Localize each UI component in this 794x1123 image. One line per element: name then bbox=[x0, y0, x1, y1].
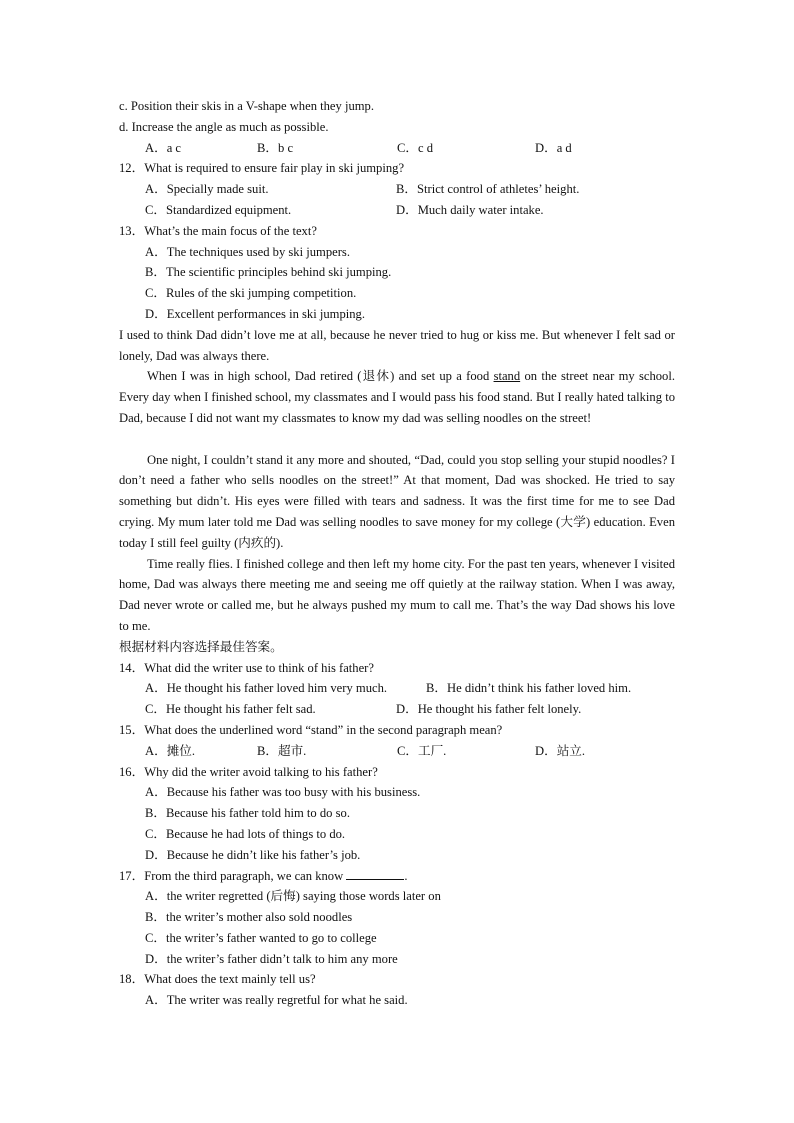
option-c[interactable]: C．the writer’s father wanted to go to college bbox=[145, 930, 377, 945]
previous-item-d: d. Increase the angle as much as possible. bbox=[119, 119, 329, 134]
option-a[interactable]: A．The writer was really regretful for what he said. bbox=[145, 993, 408, 1008]
p2-text-before: When I was in high school, Dad retired (退休) and set up a food bbox=[147, 369, 494, 384]
question-12-stem: 12．What is required to ensure fair play in ski jumping? bbox=[119, 161, 405, 176]
question-15-stem: 15．What does the underlined word “stand” in the second paragraph mean? bbox=[119, 722, 503, 737]
option-d[interactable]: D．Excellent performances in ski jumping. bbox=[145, 306, 365, 321]
option-a[interactable]: A．Because his father was too busy with his business. bbox=[145, 785, 421, 800]
q15-options bbox=[119, 741, 675, 762]
option-b[interactable]: B．b c bbox=[257, 140, 294, 155]
option-d[interactable]: D．站立. bbox=[535, 743, 586, 758]
option-d[interactable]: D．Because he didn’t like his father’s job. bbox=[145, 847, 361, 862]
passage-paragraph-1: I used to think Dad didn’t love me at all, because he never tried to hug or kiss me. But whenever I felt sad or lonely, Dad was always there. bbox=[119, 327, 675, 363]
question-14-stem: 14．What did the writer use to think of his father? bbox=[119, 660, 374, 675]
option-c[interactable]: C．Rules of the ski jumping competition. bbox=[145, 286, 357, 301]
question-18-stem: 18．What does the text mainly tell us? bbox=[119, 972, 316, 987]
option-a[interactable]: A．Specially made suit. bbox=[145, 182, 269, 197]
q12-options-row1 bbox=[119, 179, 675, 200]
question-16-stem: 16．Why did the writer avoid talking to his father? bbox=[119, 764, 378, 779]
q17-stem-end: . bbox=[404, 868, 408, 883]
option-c[interactable]: C．He thought his father felt sad. bbox=[145, 702, 316, 717]
passage-paragraph-2 bbox=[119, 366, 675, 449]
q14-options-row2 bbox=[119, 699, 675, 720]
p2-text-after: on the street near my school. Every day when I finished school, my classmates and I would pass his food stand. But I really hated talking to Dad, because I did not want my classmates to know my dad was selling noodles on the street! bbox=[119, 369, 675, 425]
option-b[interactable]: B．He didn’t think his father loved him. bbox=[426, 681, 632, 696]
option-a[interactable]: A．The techniques used by ski jumpers. bbox=[145, 244, 350, 259]
option-b[interactable]: B．Strict control of athletes’ height. bbox=[396, 182, 580, 197]
option-c[interactable]: C．c d bbox=[397, 140, 434, 155]
answer-blank[interactable] bbox=[346, 867, 404, 880]
q14-options-row1 bbox=[119, 678, 675, 699]
q11-options bbox=[119, 138, 675, 159]
question-13-stem: 13．What’s the main focus of the text? bbox=[119, 223, 317, 238]
passage-paragraph-4: Time really flies. I finished college and then left my home city. For the past ten years, whenever I visited home, Dad was always there meeting me and seeing me off quietly at the railway station. When I was away, Dad never wrote or called me, but he always pushed my mum to call me. That’s the way Dad shows his love to me. bbox=[119, 556, 675, 633]
option-a[interactable]: A．摊位. bbox=[145, 743, 196, 758]
underlined-word-stand: stand bbox=[493, 369, 521, 384]
question-17-stem bbox=[119, 866, 675, 887]
option-a[interactable]: A．He thought his father loved him very much. bbox=[145, 681, 388, 696]
option-c[interactable]: C．Because he had lots of things to do. bbox=[145, 826, 346, 841]
option-b[interactable]: B．超市. bbox=[257, 743, 307, 758]
option-c[interactable]: C．Standardized equipment. bbox=[145, 202, 292, 217]
option-d[interactable]: D．the writer’s father didn’t talk to him any more bbox=[145, 951, 398, 966]
option-a[interactable]: A．a c bbox=[145, 140, 182, 155]
q17-stem-text: 17．From the third paragraph, we can know bbox=[119, 868, 347, 883]
option-c[interactable]: C．工厂. bbox=[397, 743, 447, 758]
option-b[interactable]: B．the writer’s mother also sold noodles bbox=[145, 910, 353, 925]
document-page bbox=[119, 96, 675, 1011]
q12-options-row2 bbox=[119, 200, 675, 221]
option-b[interactable]: B．The scientific principles behind ski jumping. bbox=[145, 265, 392, 280]
option-d[interactable]: D．Much daily water intake. bbox=[396, 202, 544, 217]
section-instruction: 根据材料内容选择最佳答案。 bbox=[119, 638, 283, 654]
passage-paragraph-3: One night, I couldn’t stand it any more and shouted, “Dad, could you stop selling your stupid noodles? I don’t need a father who sells noodles on the street!” At that moment, Dad was shocked. He tried to say something but didn’t. His eyes were filled with tears and sadness. It was the first time for me to see Dad crying. My mum later told me Dad was selling noodles to save money for my college (大学) education. Even today I still feel guilty (内疚的). bbox=[119, 452, 675, 550]
option-b[interactable]: B．Because his father told him to do so. bbox=[145, 806, 350, 821]
previous-item-c: c. Position their skis in a V-shape when they jump. bbox=[119, 99, 375, 113]
option-a[interactable]: A．the writer regretted (后悔) saying those words later on bbox=[145, 889, 441, 904]
option-d[interactable]: D．He thought his father felt lonely. bbox=[396, 702, 582, 717]
option-d[interactable]: D．a d bbox=[535, 140, 572, 155]
